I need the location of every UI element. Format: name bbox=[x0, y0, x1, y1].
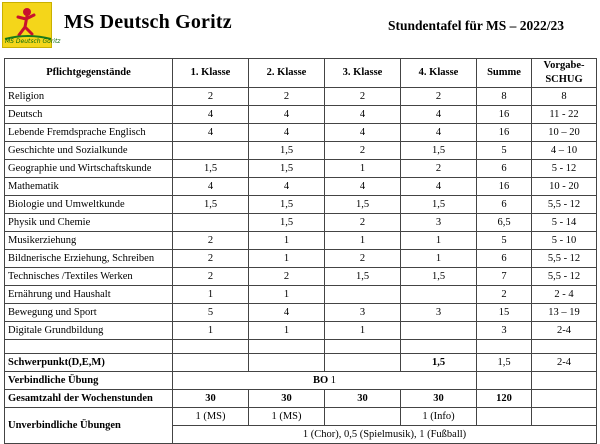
table-cell: 1 bbox=[325, 160, 401, 178]
table-cell: 1 bbox=[173, 322, 249, 340]
table-cell: 1,5 bbox=[173, 160, 249, 178]
table-cell: 6 bbox=[477, 160, 532, 178]
table-row bbox=[5, 232, 597, 250]
table-cell: 7 bbox=[477, 268, 532, 286]
table-cell: 1 bbox=[401, 232, 477, 250]
table-cell: 5 - 10 bbox=[532, 232, 597, 250]
column-header: 3. Klasse bbox=[325, 59, 401, 88]
table-cell: 15 bbox=[477, 304, 532, 322]
table-row bbox=[5, 142, 597, 160]
table-cell: 5 - 14 bbox=[532, 214, 597, 232]
table-cell: 4 bbox=[325, 106, 401, 124]
table-cell bbox=[401, 286, 477, 304]
subject-rows bbox=[5, 88, 597, 340]
table-cell: 2 - 4 bbox=[532, 286, 597, 304]
table-row bbox=[5, 250, 597, 268]
table-cell: 5,5 - 12 bbox=[532, 196, 597, 214]
table-cell: 2 bbox=[173, 232, 249, 250]
table-cell: 10 – 20 bbox=[532, 124, 597, 142]
table-cell: 8 bbox=[477, 88, 532, 106]
table-cell: 1 bbox=[401, 250, 477, 268]
subject-name: Religion bbox=[5, 88, 173, 106]
table-cell: 4 bbox=[249, 106, 325, 124]
table-cell: 2 bbox=[249, 88, 325, 106]
subject-name: Biologie und Umweltkunde bbox=[5, 196, 173, 214]
table-cell: 1,5 bbox=[401, 196, 477, 214]
table-cell: 1,5 bbox=[249, 160, 325, 178]
subject-name: Bewegung und Sport bbox=[5, 304, 173, 322]
column-header: 1. Klasse bbox=[173, 59, 249, 88]
subject-name: Bildnerische Erziehung, Schreiben bbox=[5, 250, 173, 268]
table-cell: 10 - 20 bbox=[532, 178, 597, 196]
table-cell: 1,5 bbox=[325, 196, 401, 214]
table-cell: 11 - 22 bbox=[532, 106, 597, 124]
table-cell: 2 bbox=[477, 286, 532, 304]
table-cell: 4 bbox=[249, 124, 325, 142]
table-row bbox=[5, 124, 597, 142]
row-label: Schwerpunkt(D,E,M) bbox=[5, 354, 173, 372]
table-cell: 1,5 bbox=[173, 196, 249, 214]
table-row bbox=[5, 196, 597, 214]
row-label: Unverbindliche Übungen bbox=[5, 408, 173, 444]
subject-name: Mathematik bbox=[5, 178, 173, 196]
table-cell: 30 bbox=[325, 390, 401, 408]
table-cell: 1,5 bbox=[401, 268, 477, 286]
table-cell: 4 – 10 bbox=[532, 142, 597, 160]
table-cell: 1,5 bbox=[249, 214, 325, 232]
school-title: MS Deutsch Goritz bbox=[64, 11, 232, 33]
table-cell: 1 (Info) bbox=[401, 408, 477, 426]
table-cell: 16 bbox=[477, 106, 532, 124]
subject-name: Technisches /Textiles Werken bbox=[5, 268, 173, 286]
table-cell: 16 bbox=[477, 124, 532, 142]
table-cell: 6 bbox=[477, 196, 532, 214]
plan-title: Stundentafel für MS – 2022/23 bbox=[387, 18, 564, 33]
table-cell: 30 bbox=[249, 390, 325, 408]
table-cell: 2 bbox=[325, 214, 401, 232]
table-cell: 1 bbox=[249, 250, 325, 268]
table-cell: 3 bbox=[325, 304, 401, 322]
table-cell: 2-4 bbox=[532, 354, 597, 372]
table-row bbox=[5, 322, 597, 340]
table-cell: 4 bbox=[173, 178, 249, 196]
subject-name: Geschichte und Sozialkunde bbox=[5, 142, 173, 160]
table-cell: 8 bbox=[532, 88, 597, 106]
table-row bbox=[5, 106, 597, 124]
table-cell: 1,5 bbox=[325, 268, 401, 286]
table-cell: 30 bbox=[401, 390, 477, 408]
table-cell: 4 bbox=[401, 178, 477, 196]
table-cell: 4 bbox=[401, 106, 477, 124]
bo-label: BO bbox=[312, 374, 329, 386]
page-header bbox=[0, 0, 600, 56]
row-label: Gesamtzahl der Wochenstunden bbox=[5, 390, 173, 408]
table-cell: 1 bbox=[325, 232, 401, 250]
table-cell: 2 bbox=[173, 268, 249, 286]
table-cell: 5 bbox=[477, 232, 532, 250]
table-cell: 5 - 12 bbox=[532, 160, 597, 178]
table-cell: 2 bbox=[173, 250, 249, 268]
table-cell bbox=[173, 372, 477, 390]
table-cell: 1,5 bbox=[401, 354, 477, 372]
table-cell: 4 bbox=[249, 304, 325, 322]
table-cell: 3 bbox=[477, 322, 532, 340]
column-header: 4. Klasse bbox=[401, 59, 477, 88]
unverbindliche-row bbox=[5, 408, 597, 426]
table-cell: 2 bbox=[325, 88, 401, 106]
table-cell: 2 bbox=[401, 88, 477, 106]
subject-name: Lebende Fremdsprache Englisch bbox=[5, 124, 173, 142]
bo-value: 1 bbox=[328, 374, 337, 386]
table-cell: 1 bbox=[249, 232, 325, 250]
table-cell: 1,5 bbox=[401, 142, 477, 160]
schwerpunkt-row bbox=[5, 354, 597, 372]
table-cell bbox=[173, 214, 249, 232]
table-cell: 30 bbox=[173, 390, 249, 408]
subject-name: Physik und Chemie bbox=[5, 214, 173, 232]
table-cell: 1 bbox=[249, 322, 325, 340]
table-row bbox=[5, 214, 597, 232]
table-cell: 5,5 - 12 bbox=[532, 250, 597, 268]
school-logo bbox=[2, 2, 61, 48]
table-row bbox=[5, 304, 597, 322]
table-cell: 16 bbox=[477, 178, 532, 196]
table-cell: 4 bbox=[401, 124, 477, 142]
table-cell: 5 bbox=[173, 304, 249, 322]
table-cell bbox=[173, 142, 249, 160]
subject-name: Ernährung und Haushalt bbox=[5, 286, 173, 304]
table-cell: 3 bbox=[401, 214, 477, 232]
table-cell: 2 bbox=[249, 268, 325, 286]
table-cell: 1 bbox=[325, 322, 401, 340]
table-cell: 5,5 - 12 bbox=[532, 268, 597, 286]
table-cell: 6,5 bbox=[477, 214, 532, 232]
stundentafel-table bbox=[4, 58, 597, 444]
table-cell: 4 bbox=[249, 178, 325, 196]
table-cell: 6 bbox=[477, 250, 532, 268]
table-cell: 3 bbox=[401, 304, 477, 322]
table-row bbox=[5, 88, 597, 106]
spacer-row bbox=[5, 340, 597, 354]
column-header: 2. Klasse bbox=[249, 59, 325, 88]
subject-name: Musikerziehung bbox=[5, 232, 173, 250]
table-cell: 1 bbox=[249, 286, 325, 304]
column-header: Pflichtgegenstände bbox=[5, 59, 173, 88]
table-cell: 1,5 bbox=[249, 196, 325, 214]
table-cell: 1 (MS) bbox=[249, 408, 325, 426]
gesamt-row bbox=[5, 390, 597, 408]
table-cell: 1 (MS) bbox=[173, 408, 249, 426]
table-cell: 2 bbox=[325, 250, 401, 268]
table-row bbox=[5, 160, 597, 178]
table-cell: 4 bbox=[325, 178, 401, 196]
column-header: Summe bbox=[477, 59, 532, 88]
logo-text: MS Deutsch Goritz bbox=[5, 38, 61, 45]
table-cell: 2-4 bbox=[532, 322, 597, 340]
table-cell: 4 bbox=[173, 106, 249, 124]
row-label: Verbindliche Übung bbox=[5, 372, 173, 390]
table-cell: 1,5 bbox=[477, 354, 532, 372]
table-cell: 1 (Chor), 0,5 (Spielmusik), 1 (Fußball) bbox=[173, 426, 597, 444]
verbindliche-row bbox=[5, 372, 597, 390]
column-header: Vorgabe- SCHUG bbox=[532, 59, 597, 88]
table-cell: 120 bbox=[477, 390, 532, 408]
table-cell: 2 bbox=[173, 88, 249, 106]
table-cell: 2 bbox=[401, 160, 477, 178]
subject-name: Digitale Grundbildung bbox=[5, 322, 173, 340]
table-cell: 4 bbox=[325, 124, 401, 142]
table-cell: 4 bbox=[173, 124, 249, 142]
table-header-row bbox=[5, 59, 597, 88]
table-row bbox=[5, 178, 597, 196]
table-cell bbox=[401, 322, 477, 340]
table-cell: 13 – 19 bbox=[532, 304, 597, 322]
table-row bbox=[5, 268, 597, 286]
subject-name: Deutsch bbox=[5, 106, 173, 124]
table-cell bbox=[325, 286, 401, 304]
table-row bbox=[5, 286, 597, 304]
subject-name: Geographie und Wirtschaftskunde bbox=[5, 160, 173, 178]
table-cell: 5 bbox=[477, 142, 532, 160]
table-cell: 2 bbox=[325, 142, 401, 160]
table-cell: 1,5 bbox=[249, 142, 325, 160]
table-cell: 1 bbox=[173, 286, 249, 304]
